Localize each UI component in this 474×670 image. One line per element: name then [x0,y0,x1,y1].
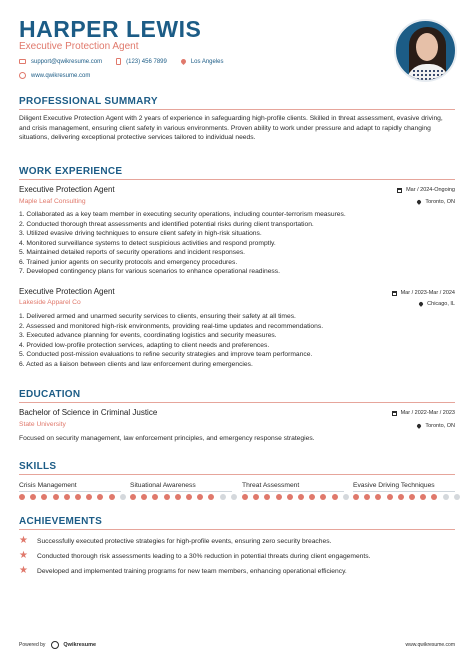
location-pin-icon [418,301,424,307]
job-2-location [419,301,455,307]
rating-dot-filled [152,494,158,500]
rating-dot-filled [64,494,70,500]
skill-1-rating [19,494,131,500]
rating-dot-filled [420,494,426,500]
rating-dot-filled [41,494,47,500]
job-2-title: Executive Protection Agent [19,287,115,296]
achievement-text: Developed and implemented training programs for new team members, enhancing operational efficiency. [37,567,347,575]
list-item: 5. Maintained detailed reports of security operations and incident responses. [19,249,246,256]
education-heading: EDUCATION [19,389,81,400]
rating-dot-filled [287,494,293,500]
skills-heading: SKILLS [19,461,57,472]
skills-divider [19,474,455,475]
skill-2-underline [130,491,232,492]
skill-2-name: Situational Awareness [130,482,196,489]
location-pin-icon [417,423,423,429]
rating-dot-filled [253,494,259,500]
contact-row [19,58,238,65]
job-1-company: Maple Leaf Consulting [19,198,86,205]
achievement-text: Successfully executed protective strategies for high-profile events, ensuring zero security breaches. [37,537,332,545]
rating-dot-filled [75,494,81,500]
skill-4-name: Evasive Driving Techniques [353,482,435,489]
skill-3-name: Threat Assessment [242,482,300,489]
list-item: 1. Collaborated as a key team member in executing security operations, including counter-terrorism measures. [19,211,346,218]
job-1-duties [19,210,455,277]
footer-website[interactable]: www.qwikresume.com [405,642,455,648]
list-item: 6. Acted as a liaison between clients and law enforcement during emergencies. [19,360,253,368]
rating-dot-filled [19,494,25,500]
list-item: 7. Developed contingency plans for various scenarios to enhance operational readiness. [19,268,280,275]
experience-heading: WORK EXPERIENCE [19,166,123,177]
rating-dot-empty [454,494,460,500]
contact-location [181,59,224,65]
rating-dot-filled [130,494,136,500]
achievement-text: Conducted thorough risk assessments leading to a 30% reduction in potential threats during client engagements. [37,552,371,560]
powered-by-label: Powered by [19,642,46,648]
star-icon: ★ [19,565,28,576]
education-school: State University [19,421,66,428]
avatar-face [416,33,438,61]
rating-dot-filled [264,494,270,500]
rating-dot-empty [220,494,226,500]
rating-dot-filled [409,494,415,500]
education-location-text: Toronto, ON [425,423,455,429]
candidate-name: HARPER LEWIS [19,16,202,42]
list-item: 4. Provided low-profile protection services, adapting to client needs and preferences. [19,341,270,349]
rating-dot-filled [309,494,315,500]
rating-dot-filled [109,494,115,500]
skill-4-rating [353,494,465,500]
star-icon: ★ [19,550,28,561]
list-item: 4. Monitored surveillance systems to detect suspicious activities and respond promptly. [19,239,276,247]
rating-dot-filled [208,494,214,500]
rating-dot-filled [364,494,370,500]
experience-divider [19,179,455,180]
rating-dot-filled [175,494,181,500]
calendar-icon [392,411,397,416]
education-focus: Focused on security management, law enforcement principles, and emergency response strategies. [19,435,315,442]
rating-dot-filled [298,494,304,500]
job-1-location-text: Toronto, ON [425,199,455,205]
job-1-title: Executive Protection Agent [19,185,115,194]
rating-dot-filled [97,494,103,500]
job-2-location-text: Chicago, IL [427,301,455,307]
list-item: 2. Conducted thorough threat assessments and identified potential risks during client transportation. [19,220,314,228]
avatar [394,19,457,82]
list-item: 3. Utilized evasive driving techniques to ensure client safety in high-risk situations. [19,230,262,237]
rating-dot-filled [164,494,170,500]
rating-dot-filled [30,494,36,500]
location-pin-icon [417,199,423,205]
rating-dot-filled [86,494,92,500]
achievements-heading: ACHIEVEMENTS [19,516,103,527]
contact-email[interactable] [19,59,102,65]
summary-divider [19,109,455,110]
rating-dot-empty [120,494,126,500]
candidate-title: Executive Protection Agent [19,41,139,52]
list-item: 1. Delivered armed and unarmed security services to clients, ensuring their safety at all times. [19,313,296,320]
education-degree: Bachelor of Science in Criminal Justice [19,408,158,417]
list-item: 5. Conducted post-mission evaluations to refine security strategies and improve team performance. [19,351,313,358]
rating-dot-filled [53,494,59,500]
star-icon: ★ [19,535,28,546]
job-2-dates [392,290,455,296]
job-1-dates-text: Mar / 2024-Ongoing [406,187,455,193]
contact-website[interactable] [19,72,90,79]
rating-dot-filled [276,494,282,500]
qwikresume-logo-icon [51,641,59,649]
rating-dot-filled [320,494,326,500]
rating-dot-filled [398,494,404,500]
footer-powered-by [19,641,96,649]
achievement-item [19,536,331,546]
contact-row-website [19,72,104,79]
avatar-pattern [412,69,444,82]
list-item: 6. Trained junior agents on security protocols and emergency procedures. [19,258,238,266]
skill-3-underline [242,491,344,492]
location-pin-icon [180,58,187,65]
email-text: support@qwikresume.com [31,58,103,65]
rating-dot-filled [353,494,359,500]
job-2-company: Lakeside Apparel Co [19,299,81,306]
rating-dot-filled [186,494,192,500]
skill-2-rating [130,494,242,500]
rating-dot-filled [197,494,203,500]
calendar-icon [397,188,402,193]
education-dates [392,410,455,416]
skill-1-underline [19,491,121,492]
skill-4-underline [353,491,455,492]
skill-1-name: Crisis Management [19,482,77,489]
achievement-item [19,551,370,561]
rating-dot-empty [343,494,349,500]
location-text: Los Angeles [190,58,224,65]
phone-text: (123) 456 7899 [126,58,167,65]
job-1-location [417,199,455,205]
rating-dot-filled [332,494,338,500]
list-item: 2. Assessed and monitored high-risk environments, providing real-time updates and recommendations. [19,322,324,330]
rating-dot-filled [387,494,393,500]
education-location [417,423,455,429]
calendar-icon [392,291,397,296]
summary-heading: PROFESSIONAL SUMMARY [19,96,158,107]
skill-3-rating [242,494,354,500]
list-item: 3. Executed advance planning for events, coordinating logistics and security measures. [19,332,277,339]
rating-dot-filled [431,494,437,500]
education-dates-text: Mar / 2022-Mar / 2023 [400,410,455,416]
summary-text: Diligent Executive Protection Agent with 2 years of experience in safeguarding high-profile clients. Skilled in threat assessment, evasive driving, and crisis management, ensuring client safety in various environments. Proven ability to work under pressure and adapt to rapidly changing situations, delivering exceptional protective services tailored to individual needs. [19,115,443,142]
rating-dot-filled [375,494,381,500]
achievement-item [19,566,347,576]
contact-phone[interactable] [116,58,167,65]
education-divider [19,402,455,403]
achievements-divider [19,529,455,530]
rating-dot-empty [231,494,237,500]
mail-icon [19,59,26,64]
brand-name[interactable]: Qwikresume [63,642,97,648]
job-2-dates-text: Mar / 2023-Mar / 2024 [400,290,455,296]
rating-dot-filled [242,494,248,500]
job-2-duties [19,312,455,369]
rating-dot-empty [443,494,449,500]
rating-dot-filled [141,494,147,500]
job-1-dates [397,187,455,193]
phone-icon [116,58,121,65]
globe-icon [19,72,26,79]
website-text: www.qwikresume.com [31,72,91,79]
